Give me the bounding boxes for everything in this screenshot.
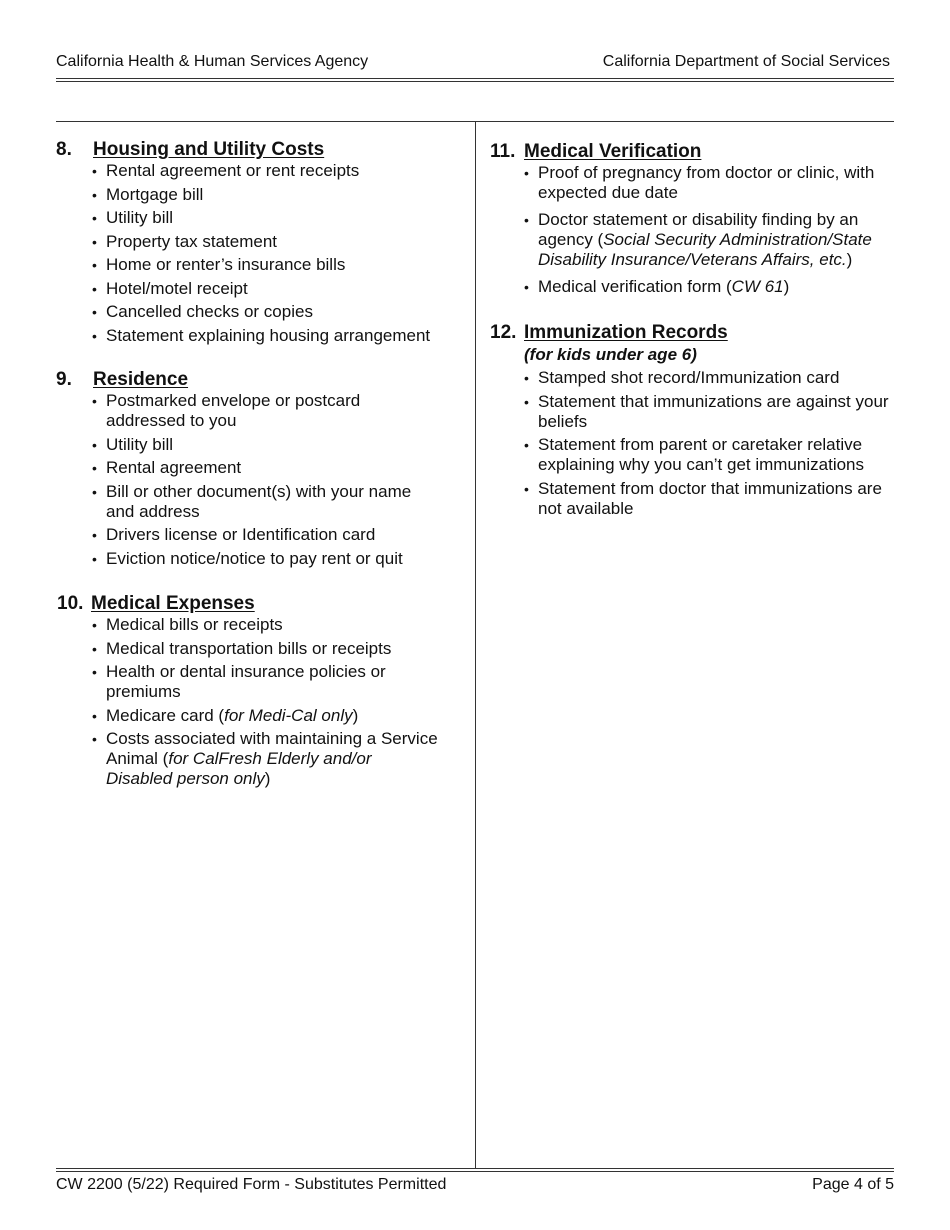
list-item: • Rental agreement or rent receipts — [92, 161, 461, 181]
list-item: • Property tax statement — [92, 232, 461, 252]
section-name: Medical Verification — [524, 141, 702, 162]
list-item: • Statement from doctor that immunizations are not available — [524, 479, 894, 519]
agency-name: California Health & Human Services Agency — [56, 53, 369, 70]
section-name: Housing and Utility Costs — [93, 139, 325, 160]
list-item: • Home or renter’s insurance bills — [92, 255, 461, 275]
item-list — [524, 368, 894, 519]
department-name: California Department of Social Services — [602, 53, 890, 70]
list-item: • Proof of pregnancy from doctor or clinic, with expected due date — [524, 163, 894, 203]
list-item: • Statement from parent or caretaker relative explaining why you can’t get immunizations — [524, 435, 894, 475]
section-number: 10. — [57, 593, 84, 614]
section-number: 9. — [56, 369, 72, 390]
item-text-close: ) — [352, 705, 359, 725]
section-title — [57, 593, 462, 615]
list-item: • Rental agreement — [92, 458, 427, 478]
section-immunization-records — [490, 322, 895, 522]
footer-rule-top — [56, 1168, 894, 1169]
item-list — [92, 391, 427, 569]
section-medical-verification — [490, 141, 895, 304]
list-item — [92, 706, 442, 726]
list-item: • Eviction notice/notice to pay rent or quit — [92, 549, 427, 569]
item-text: Costs associated with maintaining a Service Animal ( — [106, 729, 438, 768]
list-item: • Stamped shot record/Immunization card — [524, 368, 894, 388]
list-item: • Medical bills or receipts — [92, 615, 442, 635]
section-title — [490, 141, 895, 163]
item-list — [92, 161, 461, 346]
section-subtitle: (for kids under age 6) — [524, 345, 697, 364]
list-item: • Hotel/motel receipt — [92, 279, 461, 299]
item-list — [524, 163, 894, 297]
section-name: Medical Expenses — [91, 593, 255, 614]
item-note: for Medi-Cal only — [224, 705, 353, 725]
list-item: • Mortgage bill — [92, 185, 461, 205]
section-number: 8. — [56, 139, 72, 160]
section-residence — [56, 369, 461, 572]
section-title — [56, 139, 461, 161]
footer-rule-bottom — [56, 1171, 894, 1172]
item-text: Medical verification form ( — [538, 277, 732, 296]
column-divider — [475, 122, 476, 1169]
list-item — [524, 277, 894, 297]
section-title — [490, 322, 895, 344]
item-list — [92, 615, 442, 789]
item-note: CW 61 — [731, 277, 784, 296]
list-item: • Drivers license or Identification card — [92, 525, 427, 545]
header-rule-bottom — [56, 81, 894, 82]
section-number: 12. — [490, 322, 517, 343]
list-item: • Postmarked envelope or postcard addressed to you — [92, 391, 427, 431]
list-item: • Bill or other document(s) with your name and address — [92, 482, 427, 522]
list-item — [524, 210, 894, 270]
item-text-close: ) — [783, 277, 790, 296]
list-item: • Medical transportation bills or receipts — [92, 639, 442, 659]
list-item: • Health or dental insurance policies or premiums — [92, 662, 442, 702]
list-item: • Statement explaining housing arrangement — [92, 326, 461, 346]
item-text: Doctor statement or disability finding by an agency ( — [538, 210, 859, 249]
list-item: • Utility bill — [92, 208, 461, 228]
form-number: CW 2200 (5/22) Required Form - Substitutes Permitted — [56, 1176, 447, 1193]
list-item — [92, 729, 442, 789]
list-item: • Cancelled checks or copies — [92, 302, 461, 322]
page-number: Page 4 of 5 — [812, 1176, 894, 1193]
item-text: Medicare card ( — [106, 705, 225, 725]
item-note: Social Security Administration/State Disability Insurance/Veterans Affairs, etc. — [538, 230, 872, 269]
section-name: Residence — [93, 369, 189, 390]
section-medical-expenses — [57, 593, 462, 793]
item-text-close: ) — [846, 250, 853, 269]
section-housing-utility-costs — [56, 139, 461, 349]
item-note: for CalFresh Elderly and/or Disabled person only — [106, 749, 372, 788]
section-number: 11. — [490, 141, 516, 162]
list-item: • Statement that immunizations are against your beliefs — [524, 392, 894, 432]
section-title — [56, 369, 461, 391]
item-text-close: ) — [264, 769, 271, 788]
section-name: Immunization Records — [524, 322, 728, 343]
list-item: • Utility bill — [92, 435, 427, 455]
header-rule-top — [56, 78, 894, 79]
